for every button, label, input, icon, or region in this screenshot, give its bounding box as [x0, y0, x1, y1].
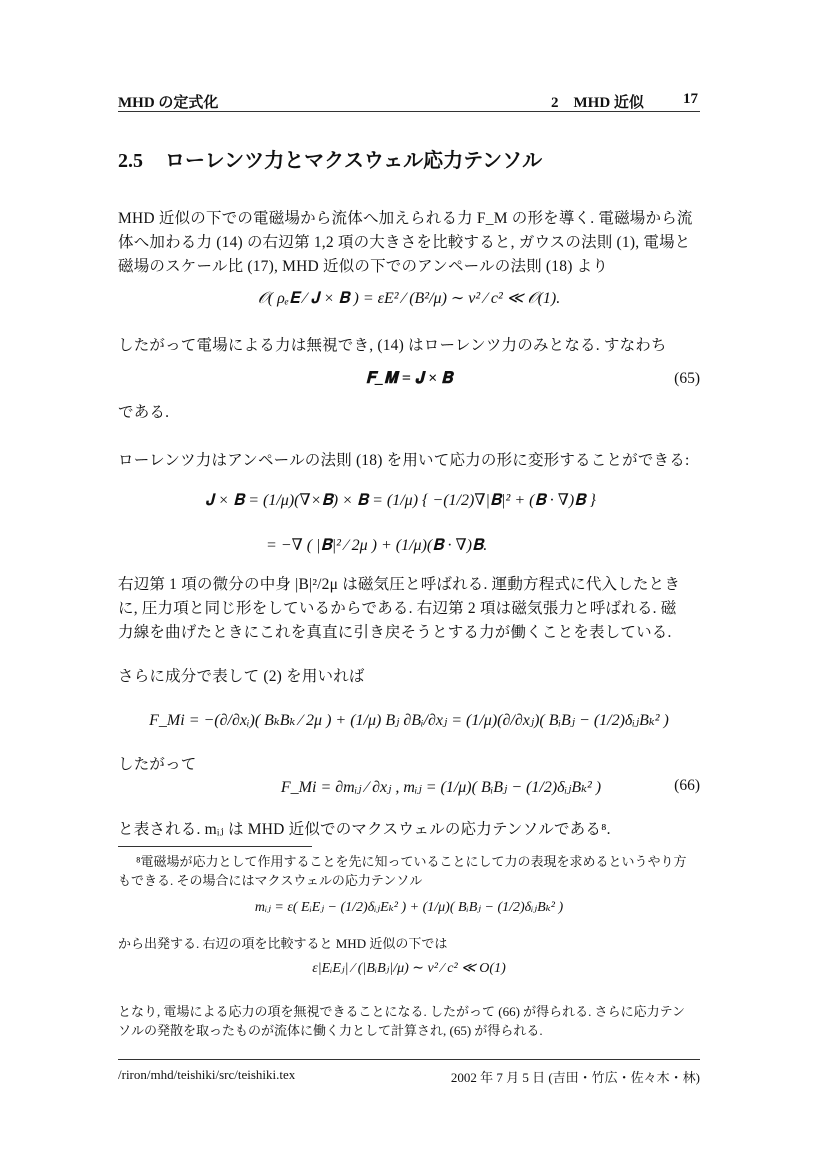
paragraph-line: 右辺第 1 項の微分の中身 |B|²/2μ は磁気圧と呼ばれる. 運動方程式に代入したとき: [118, 576, 681, 593]
paragraph-line: である.: [118, 404, 170, 421]
equation-order: 𝒪( ρₑ𝐄 ⁄ 𝐉 × 𝐁 ) = εE² ⁄ (B²/μ) ∼ v² ⁄ c² ≪ 𝒪(1).: [257, 290, 561, 307]
equation-lorentz-1: 𝐉 × 𝐁 = (1/μ)(∇×𝐁) × 𝐁 = (1/μ) { −(1/2)∇|𝐁|² + (𝐁 · ∇)𝐁 }: [205, 492, 596, 509]
footnote-line: となり, 電場による応力の項を無視できることになる. したがって (66) が得られる. さらに応力テン: [118, 1004, 686, 1019]
equation-number-65: (65): [674, 370, 700, 387]
section-heading: [118, 144, 542, 173]
equation-65: 𝐅_𝐌 = 𝐉 × 𝐁: [365, 370, 453, 387]
footnote-line: ソルの発散を取ったものが流体に働く力として計算され, (65) が得られる.: [118, 1023, 543, 1038]
paragraph-line: と表される. mᵢⱼ は MHD 近似でのマクスウェルの応力テンソルである⁸.: [118, 821, 611, 838]
section-title: ローレンツ力とマクスウェル応力テンソル: [165, 150, 543, 172]
footnote-equation-1: mᵢⱼ = ε( EᵢEⱼ − (1/2)δᵢⱼEₖ² ) + (1/μ)( BᵢBⱼ − (1/2)δᵢⱼBₖ² ): [254, 900, 564, 915]
footnote-line: ⁸電磁場が応力として作用することを先に知っていることにして力の表現を求めるというやり方: [136, 854, 687, 869]
paragraph-line: さらに成分で表して (2) を用いれば: [118, 668, 365, 685]
section-number: 2.5: [118, 150, 143, 172]
footnote-equation-2: ε|EᵢEⱼ| ⁄ (|BᵢBⱼ|/μ) ∼ v² ⁄ c² ≪ O(1): [312, 961, 506, 976]
header-left: MHD の定式化: [118, 95, 219, 111]
paragraph-line: に, 圧力項と同じ形をしているからである. 右辺第 2 項は磁気張力と呼ばれる. 磁: [118, 600, 677, 617]
equation-66: F_Mi = ∂mᵢⱼ ⁄ ∂xⱼ , mᵢⱼ = (1/μ)( BᵢBⱼ − (1/2)δᵢⱼBₖ² ): [280, 779, 602, 796]
equation-number-66: (66): [674, 777, 700, 794]
header-chapter: 2 MHD 近似: [551, 95, 644, 111]
footer-rule: [118, 1059, 700, 1060]
equation-lorentz-2: = −∇ ( |𝐁|² ⁄ 2μ ) + (1/μ)(𝐁 · ∇)𝐁.: [266, 537, 488, 554]
header-rule: [118, 111, 700, 112]
paragraph-line: ローレンツ力はアンペールの法則 (18) を用いて応力の形に変形することができる:: [118, 452, 690, 469]
footer-date: 2002 年 7 月 5 日 (吉田・竹広・佐々木・林): [450, 1070, 700, 1085]
footnote-line: もできる. その場合にはマクスウェルの応力テンソル: [118, 873, 423, 888]
paragraph-line: したがって: [118, 756, 197, 773]
footnote-rule: [118, 846, 312, 847]
footer-path: /riron/mhd/teishiki/src/teishiki.tex: [118, 1067, 296, 1082]
paragraph-line: MHD 近似の下での電磁場から流体へ加えられる力 F_M の形を導く. 電磁場から流: [118, 210, 693, 227]
paragraph-line: したがって電場による力は無視でき, (14) はローレンツ力のみとなる. すなわち: [118, 337, 667, 354]
paragraph-line: 体へ加わる力 (14) の右辺第 1,2 項の大きさを比較すると, ガウスの法則 (1), 電場と: [118, 234, 691, 251]
paragraph-line: 力線を曲げたときにこれを真直に引き戻そうとする力が働くことを表している.: [118, 624, 672, 641]
equation-component: F_Mi = −(∂/∂xᵢ)( BₖBₖ ⁄ 2μ ) + (1/μ) Bⱼ ∂Bᵢ/∂xⱼ = (1/μ)(∂/∂xⱼ)( BᵢBⱼ − (1/2)δᵢⱼBₖ² ): [149, 712, 669, 729]
page-number: 17: [683, 91, 698, 107]
paragraph-line: 磁場のスケール比 (17), MHD 近似の下でのアンペールの法則 (18) より: [118, 258, 609, 275]
footnote-line: から出発する. 右辺の項を比較すると MHD 近似の下では: [118, 936, 448, 951]
